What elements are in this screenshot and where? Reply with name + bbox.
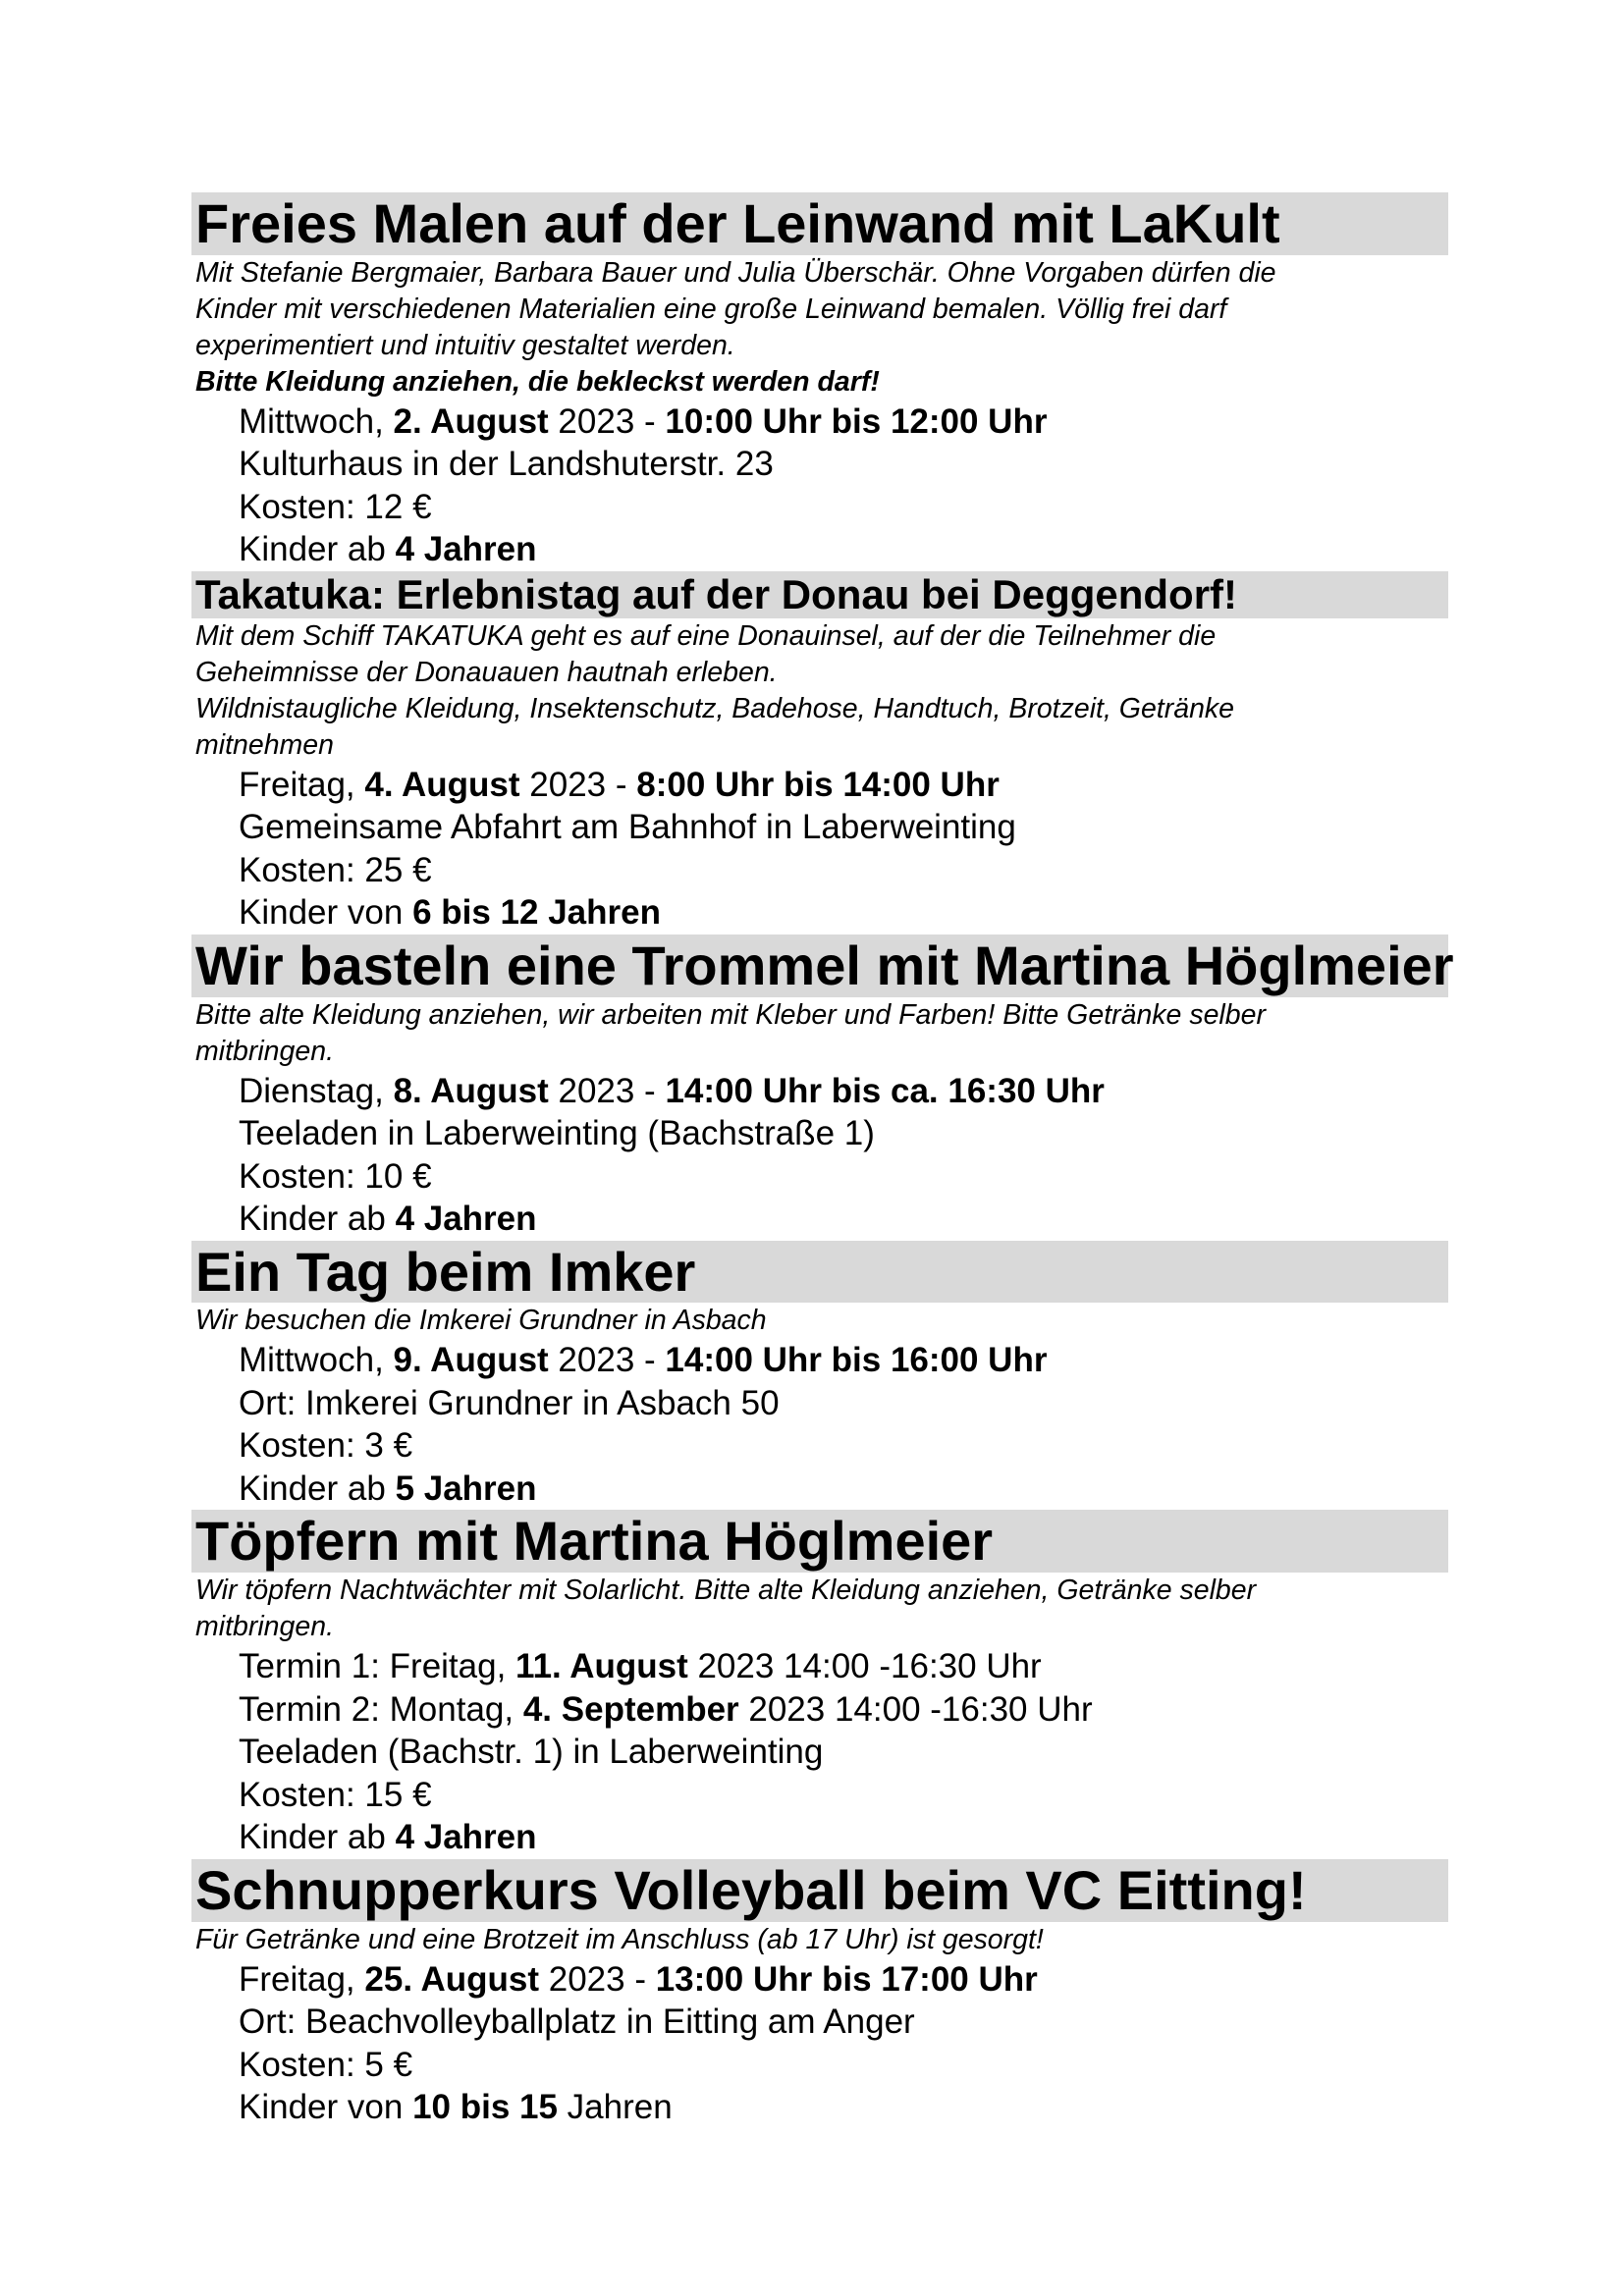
event-age xyxy=(191,2086,1448,2129)
event-age xyxy=(191,528,1448,571)
event-description-line: Mit dem Schiff TAKATUKA geht es auf eine Donauinsel, auf der die Teilnehmer die xyxy=(195,619,1217,652)
event-description-line: mitbringen. xyxy=(195,1035,334,1067)
termin-time: 2023 14:00 -16:30 Uhr xyxy=(687,1647,1042,1686)
event-title: Wir basteln eine Trommel mit Martina Höglmeier xyxy=(191,934,1448,997)
termin-time: 2023 14:00 -16:30 Uhr xyxy=(738,1689,1093,1729)
event-location: Kulturhaus in der Landshuterstr. 23 xyxy=(239,445,774,484)
event-cost: Kosten: 10 € xyxy=(239,1156,432,1196)
event-termin-2 xyxy=(191,1688,1448,1732)
event-toepfern xyxy=(191,1510,1448,1858)
event-description-line: Geheimnisse der Donauauen hautnah erleben. xyxy=(195,656,778,688)
event-age xyxy=(191,891,1448,934)
event-cost: Kosten: 12 € xyxy=(239,487,432,526)
event-location: Ort: Beachvolleyballplatz in Eitting am Anger xyxy=(239,2002,915,2042)
event-year: 2023 - xyxy=(548,401,666,441)
event-weekday: Freitag, xyxy=(239,1959,365,1999)
event-description-line: Wir besuchen die Imkerei Grundner in Asbach xyxy=(195,1305,767,1337)
event-day: 25. August xyxy=(364,1959,540,1999)
event-day: 9. August xyxy=(393,1341,549,1380)
termin-prefix: Termin 1: Freitag, xyxy=(239,1647,516,1686)
event-year: 2023 - xyxy=(519,765,637,804)
event-weekday: Freitag, xyxy=(239,765,365,804)
event-description-line: Mit Stefanie Bergmaier, Barbara Bauer und Julia Überschär. Ohne Vorgaben dürfen die xyxy=(195,256,1276,289)
event-description-line: Wir töpfern Nachtwächter mit Solarlicht. Bitte alte Kleidung anziehen, Getränke selber xyxy=(195,1575,1257,1607)
event-age-value: 4 Jahren xyxy=(395,530,537,569)
termin-date: 11. August xyxy=(515,1647,688,1686)
event-volleyball xyxy=(191,1859,1448,2129)
event-day: 8. August xyxy=(393,1071,549,1110)
termin-date: 4. September xyxy=(522,1689,739,1729)
event-imker xyxy=(191,1241,1448,1511)
event-age xyxy=(191,1816,1448,1859)
event-day: 2. August xyxy=(393,401,549,441)
event-age-suffix: Jahren xyxy=(557,2088,673,2127)
termin-prefix: Termin 2: Montag, xyxy=(239,1689,523,1729)
event-year: 2023 - xyxy=(548,1341,666,1380)
event-year: 2023 - xyxy=(539,1959,656,1999)
event-date xyxy=(191,1958,1448,2002)
document-page xyxy=(191,192,1454,2129)
event-cost: Kosten: 3 € xyxy=(239,1426,413,1466)
event-title: Schnupperkurs Volleyball beim VC Eitting! xyxy=(191,1859,1448,1922)
event-description-line: mitbringen. xyxy=(195,1611,334,1643)
event-takatuka xyxy=(191,571,1448,934)
event-trommel xyxy=(191,934,1454,1241)
event-title: Ein Tag beim Imker xyxy=(191,1241,1448,1304)
event-age xyxy=(191,1198,1448,1241)
event-weekday: Mittwoch, xyxy=(239,401,394,441)
event-age-prefix: Kinder ab xyxy=(239,530,396,569)
event-description-line: Kinder mit verschiedenen Materialien eine große Leinwand bemalen. Völlig frei darf xyxy=(195,293,1227,325)
event-age xyxy=(191,1468,1448,1511)
event-title: Takatuka: Erlebnistag auf der Donau bei Deggendorf! xyxy=(191,571,1448,618)
event-age-prefix: Kinder ab xyxy=(239,1818,396,1857)
event-day: 4. August xyxy=(364,765,520,804)
event-description-line: Bitte alte Kleidung anziehen, wir arbeiten mit Kleber und Farben! Bitte Getränke selber xyxy=(195,998,1266,1031)
event-termin-1 xyxy=(191,1645,1448,1688)
event-location: Teeladen in Laberweinting (Bachstraße 1) xyxy=(239,1114,875,1153)
event-description-line: experimentiert und intuitiv gestaltet werden. xyxy=(195,329,735,361)
event-date xyxy=(191,764,1448,807)
event-description-line: Für Getränke und eine Brotzeit im Anschluss (ab 17 Uhr) ist gesorgt! xyxy=(195,1923,1044,1955)
event-location: Gemeinsame Abfahrt am Bahnhof in Laberweinting xyxy=(239,808,1016,847)
event-description-line: mitnehmen xyxy=(195,728,334,761)
event-date xyxy=(191,400,1448,444)
event-age-value: 5 Jahren xyxy=(395,1468,537,1508)
event-age-prefix: Kinder von xyxy=(239,893,413,933)
event-time: 8:00 Uhr bis 14:00 Uhr xyxy=(636,765,1000,804)
event-location: Teeladen (Bachstr. 1) in Laberweinting xyxy=(239,1733,824,1772)
event-time: 14:00 Uhr bis 16:00 Uhr xyxy=(665,1341,1048,1380)
event-date xyxy=(191,1070,1448,1113)
event-title: Freies Malen auf der Leinwand mit LaKult xyxy=(191,192,1448,255)
event-age-value: 6 bis 12 Jahren xyxy=(412,893,661,933)
event-cost: Kosten: 15 € xyxy=(239,1775,432,1814)
event-age-value: 10 bis 15 xyxy=(412,2088,558,2127)
event-cost: Kosten: 25 € xyxy=(239,850,432,889)
event-cost: Kosten: 5 € xyxy=(239,2045,413,2084)
event-age-value: 4 Jahren xyxy=(395,1200,537,1239)
event-time: 13:00 Uhr bis 17:00 Uhr xyxy=(655,1959,1038,1999)
event-description-line: Wildnistaugliche Kleidung, Insektenschutz, Badehose, Handtuch, Brotzeit, Getränke xyxy=(195,692,1235,724)
event-time: 14:00 Uhr bis ca. 16:30 Uhr xyxy=(665,1071,1105,1110)
event-title: Töpfern mit Martina Höglmeier xyxy=(191,1510,1448,1573)
event-age-prefix: Kinder ab xyxy=(239,1200,396,1239)
event-age-value: 4 Jahren xyxy=(395,1818,537,1857)
event-age-prefix: Kinder ab xyxy=(239,1468,396,1508)
event-weekday: Mittwoch, xyxy=(239,1341,394,1380)
event-time: 10:00 Uhr bis 12:00 Uhr xyxy=(665,401,1048,441)
event-date xyxy=(191,1339,1448,1382)
event-year: 2023 - xyxy=(548,1071,666,1110)
event-freies-malen xyxy=(191,192,1448,571)
event-age-prefix: Kinder von xyxy=(239,2088,413,2127)
event-clothing-note: Bitte Kleidung anziehen, die bekleckst werden darf! xyxy=(195,365,880,398)
event-location: Ort: Imkerei Grundner in Asbach 50 xyxy=(239,1383,780,1422)
event-weekday: Dienstag, xyxy=(239,1071,394,1110)
